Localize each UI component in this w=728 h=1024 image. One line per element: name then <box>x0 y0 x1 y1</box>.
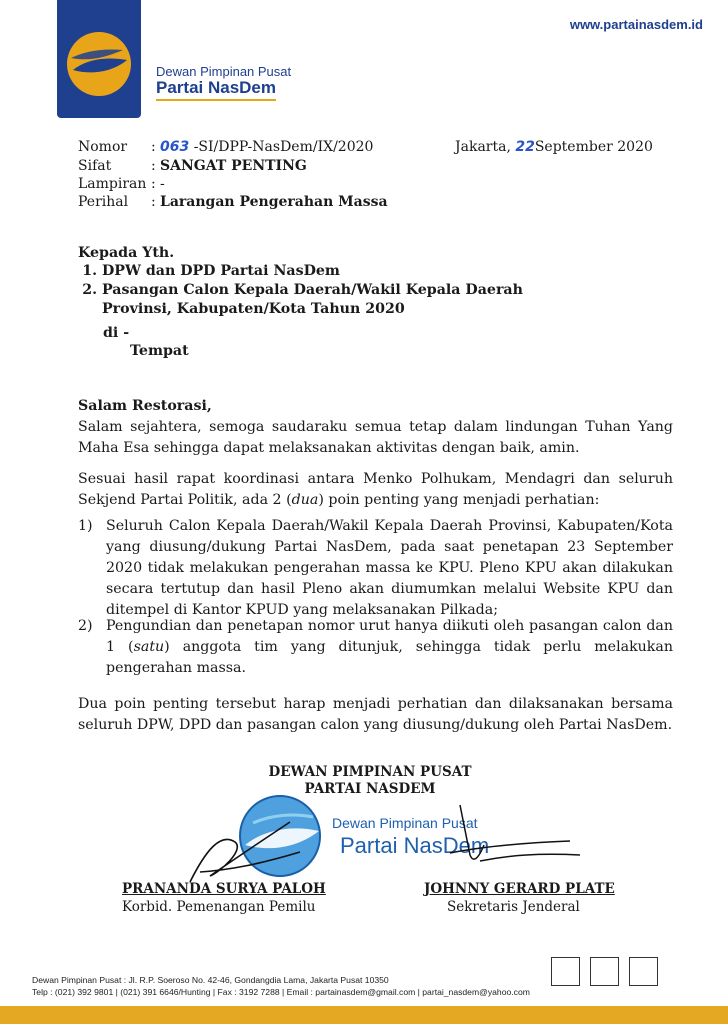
footer-bar <box>0 1006 728 1024</box>
point-2-number: 2) <box>78 618 93 634</box>
point-2 <box>106 616 673 679</box>
paragraph-2-a: Sesuai hasil rapat koordinasi antara Menko Polhukam, Mendagri dan seluruh Sekjend Partai Politik, ada 2 ( <box>78 471 673 508</box>
sifat-colon: : <box>151 158 156 174</box>
lampiran-colon: : <box>151 176 156 192</box>
paragraph-1: Salam sejahtera, semoga saudaraku semua tetap dalam lindungan Tuhan Yang Maha Esa sehingga dapat melaksanakan aktivitas dengan baik, amin. <box>78 419 673 456</box>
party-logo <box>57 0 141 118</box>
signatory-right-name: JOHNNY GERARD PLATE <box>424 881 615 897</box>
nomor-handwritten: 063 <box>160 139 190 155</box>
paragraph-2-italic: dua <box>291 492 319 508</box>
paragraph-2-b: ) poin penting yang menjadi perhatian: <box>318 492 600 508</box>
signature-scribble-left <box>180 812 310 892</box>
sifat-value: SANGAT PENTING <box>160 158 307 174</box>
perihal-colon: : <box>151 194 156 210</box>
date-handwritten: 22 <box>515 139 535 155</box>
point-2-italic: satu <box>133 639 165 655</box>
point-2-b: ) anggota tim yang ditunjuk, sehingga tidak perlu melakukan pengerahan massa. <box>106 639 673 676</box>
signature-heading-1: DEWAN PIMPINAN PUSAT <box>268 764 472 780</box>
footer <box>32 974 530 998</box>
date-month-year: September 2020 <box>534 139 653 155</box>
perihal-value: Larangan Pengerahan Massa <box>160 194 388 210</box>
org-subtitle: Dewan Pimpinan Pusat <box>156 64 292 79</box>
nomor-colon: : <box>151 139 156 155</box>
recipient-item: 1. DPW dan DPD Partai NasDem <box>102 262 548 281</box>
recipient-greeting: Kepada Yth. <box>78 245 175 261</box>
nasdem-logo-icon <box>65 30 133 98</box>
org-name: Partai NasDem <box>156 78 276 101</box>
paragraph-2 <box>78 469 673 511</box>
certification-box <box>629 957 658 986</box>
recipient-tempat: Tempat <box>130 343 189 359</box>
certification-box <box>551 957 580 986</box>
perihal-label: Perihal <box>78 194 129 210</box>
footer-address: Dewan Pimpinan Pusat : Jl. R.P. Soeroso No. 42-46, Gondangdia Lama, Jakarta Pusat 10350 <box>32 975 389 985</box>
lampiran-value: - <box>160 176 165 192</box>
letter-date <box>455 138 653 157</box>
footer-contact: Telp : (021) 392 9801 | (021) 391 6646/Hunting | Fax : 3192 7288 | Email : partainasdem@gmail.com | partai_nasdem@yahoo.com <box>32 987 530 997</box>
nomor-label: Nomor <box>78 139 128 155</box>
stamp-subtitle: Dewan Pimpinan Pusat <box>332 815 478 831</box>
closing-paragraph: Dua poin penting tersebut harap menjadi perhatian dan dilaksanakan bersama seluruh DPW, DPD dan pasangan calon yang diusung/dukung oleh Partai NasDem. <box>78 696 673 733</box>
date-city: Jakarta, <box>455 139 511 155</box>
signatory-left-name: PRANANDA SURYA PALOH <box>122 881 326 897</box>
recipient-di: di - <box>103 325 130 341</box>
signatory-right-role: Sekretaris Jenderal <box>447 899 580 915</box>
point-1-number: 1) <box>78 518 93 534</box>
website-link[interactable]: www.partainasdem.id <box>569 17 703 32</box>
salam: Salam Restorasi, <box>78 398 212 414</box>
point-2-a: Pengundian dan penetapan nomor urut hanya diikuti oleh pasangan calon dan 1 ( <box>106 618 673 655</box>
lampiran-label: Lampiran <box>78 176 147 192</box>
nomor-text: -SI/DPP-NasDem/IX/2020 <box>193 139 374 155</box>
recipient-item: 2. Pasangan Calon Kepala Daerah/Wakil Kepala Daerah Provinsi, Kabupaten/Kota Tahun 2020 <box>102 281 548 319</box>
recipient-list <box>78 262 548 319</box>
sifat-label: Sifat <box>78 158 112 174</box>
signatory-left-role: Korbid. Pemenangan Pemilu <box>122 899 316 915</box>
signature-heading-2: PARTAI NASDEM <box>304 781 436 797</box>
certification-box <box>590 957 619 986</box>
signature-scribble-right <box>440 795 590 875</box>
point-1: Seluruh Calon Kepala Daerah/Wakil Kepala Daerah Provinsi, Kabupaten/Kota yang diusung/dukung Partai NasDem, pada saat penetapan 23 September 2020 tidak melakukan pengerahan massa ke KPU. Pleno KPU akan dilakukan secara tertutup dan hasil Pleno akan diumumkan melalui Website KPU dan ditempel di Kantor KPUD yang melaksanakan Pilkada; <box>106 518 673 618</box>
nomor-value <box>160 138 373 157</box>
stamp-name: Partai NasDem <box>340 833 490 858</box>
